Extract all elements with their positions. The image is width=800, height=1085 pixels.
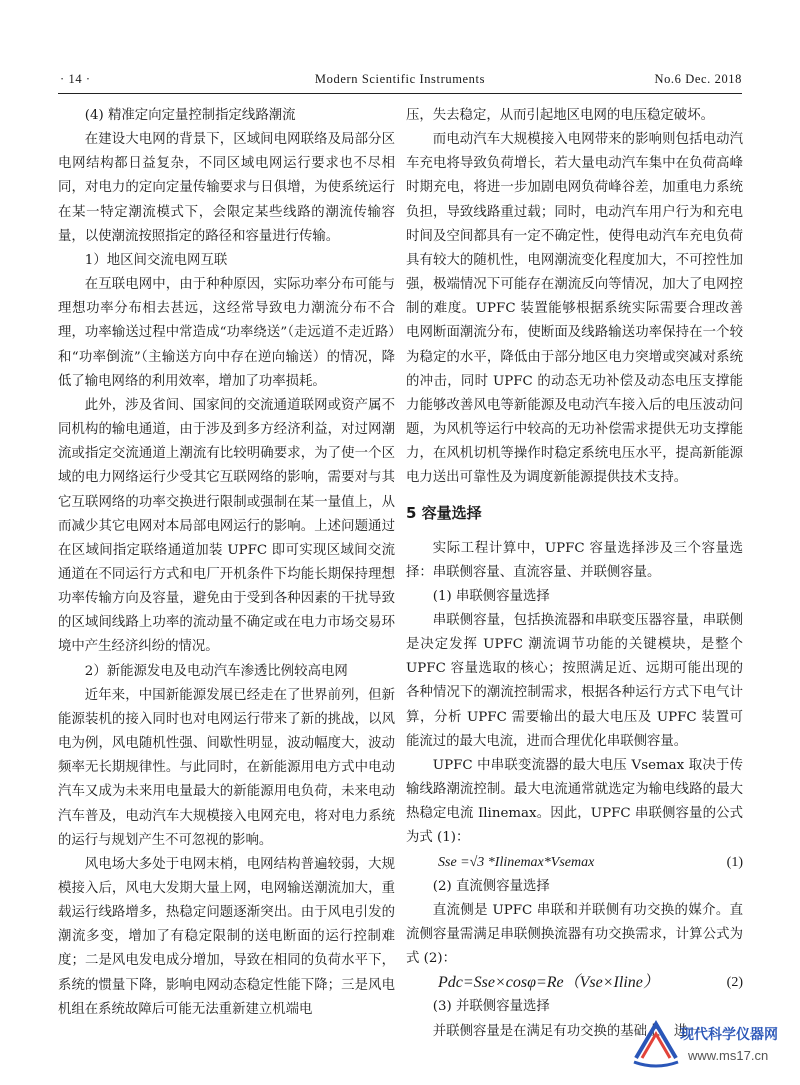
- subsection-heading: 1）地区间交流电网互联: [84, 252, 228, 268]
- equation-1-expression: Sse =√3 *Ilinemax*Vsemax: [438, 854, 595, 870]
- issue-info: No.6 Dec. 2018: [654, 72, 742, 86]
- right-column: [406, 104, 743, 1044]
- paragraph: 直流侧是 UPFC 串联和并联侧有功交换的媒介。直流侧容量需满足串联侧换流器有功交换需求，计算公式为式 (2)：: [406, 902, 743, 967]
- equation-2: [406, 971, 743, 995]
- paragraph: 此外，涉及省间、国家间的交流通道联网或资产属不同机构的输电通道，由于涉及到多方经济利益，对过网潮流或指定交流通道上潮流有比较明确要求，为了使一个区域的电力网络运行少受其它互联网络的影响，需要对与其它互联网络的功率交换进行限制或强制在某一量值上，从而减少其它电网对本局部电网运行的影响。上述问题通过在区域间指定联络通道加装 UPFC 即可实现区域间交流通道在不同运行方式和电厂开机条件下均能长期保持理想功率传输方向及容量，避免由于受到各种因素的干扰导致的区域间线路上功率的流动量不确定或在电力市场交易环境中产生经济纠纷的情况。: [58, 397, 395, 655]
- paragraph: 近年来，中国新能源发展已经走在了世界前列，但新能源装机的接入同时也对电网运行带来了新的挑战，以风电为例，风电随机性强、间歇性明显，波动幅度大，波动频率无长期规律性。与此同时，在新能源用电方式中电动汽车又成为未来用电量最大的新能源用电负荷，未来电动汽车普及，电动汽车大规模接入电网充电，将对电力系统的运行与规划产生不可忽视的影响。: [58, 687, 395, 848]
- watermark-url: www.ms17.cn: [688, 1048, 769, 1063]
- section-title: 5 容量选择: [406, 503, 482, 522]
- equation-1: [406, 851, 743, 875]
- equation-2-expression: Pdc=Sse×cosφ=Re（Vse×Iline）: [438, 974, 659, 992]
- paragraph: UPFC 中串联变流器的最大电压 Vsemax 取决于传输线路潮流控制。最大电流通常就选定为输电线路的最大热稳定电流 Ilinemax。因此，UPFC 串联侧容量的公式为式 (1)：: [406, 757, 743, 846]
- left-column: [58, 104, 395, 1022]
- paragraph: 在互联电网中，由于种种原因，实际功率分布可能与理想功率分布相去甚远，这经常导致电力潮流分布不合理，功率输送过程中常造成“功率绕送”（走远道不走近路）和“功率倒流”（主输送方向中存在逆向输送）的情况，降低了输电网络的利用效率，增加了功率损耗。: [58, 277, 395, 389]
- paragraph: 串联侧容量，包括换流器和串联变压器容量，串联侧是决定发挥 UPFC 潮流调节功能的关键模块，是整个 UPFC 容量选取的核心；按照满足近、远期可能出现的各种情况下的潮流控制需求，根据各种运行方式下电气计算，分析 UPFC 需要输出的最大电压及 UPFC 装置可能流过的最大电流，进而合理优化串联侧容量。: [406, 612, 743, 749]
- watermark-site-name: 现代科学仪器网: [680, 1027, 778, 1043]
- subsection-heading: (2) 直流侧容量选择: [432, 878, 550, 894]
- equation-1-number: (1): [726, 854, 743, 870]
- paragraph: 压，失去稳定，从而引起地区电网的电压稳定破坏。: [406, 108, 714, 123]
- watermark-emblem-icon: [628, 1018, 684, 1074]
- running-header: [58, 72, 742, 90]
- subsection-heading: (1) 串联侧容量选择: [432, 588, 550, 604]
- page-number: · 14 ·: [60, 72, 91, 86]
- watermark-logo: [628, 1016, 788, 1076]
- paragraph: 风电场大多处于电网末梢，电网结构普遍较弱，大规模接入后，风电大发期大量上网，电网输送潮流加大，重载运行线路增多，热稳定问题逐渐突出。由于风电引发的潮流多变，增加了有稳定限制的送电断面的运行控制难度；二是风电发电成分增加，导致在相同的负荷水平下，系统的惯量下降，影响电网动态稳定性能下降；三是风电机组在系统故障后可能无法重新建立机端电: [58, 856, 395, 1017]
- journal-name: Modern Scientific Instruments: [314, 72, 486, 86]
- paragraph: 并联侧容量是在满足有功交换的基础上，进一: [432, 1023, 701, 1039]
- subsection-heading: 2）新能源发电及电动汽车渗透比例较高电网: [84, 663, 348, 679]
- paragraph: 实际工程计算中，UPFC 容量选择涉及三个容量选择：串联侧容量、直流容量、并联侧容量。: [406, 540, 743, 580]
- subsection-heading: (4) 精准定向定量控制指定线路潮流: [84, 108, 296, 123]
- paragraph: 在建设大电网的背景下，区域间电网联络及局部分区电网结构都日益复杂，不同区域电网运行要求也不尽相同，对电力的定向定量传输要求与日俱增，为使系统运行在某一特定潮流模式下，会限定某些线路的潮流传输容量，以使潮流按照指定的路径和容量进行传输。: [58, 132, 395, 244]
- equation-2-number: (2): [726, 975, 743, 991]
- header-rule: [58, 93, 742, 94]
- subsection-heading: (3) 并联侧容量选择: [432, 999, 550, 1015]
- paragraph: 而电动汽车大规模接入电网带来的影响则包括电动汽车充电将导致负荷增长，若大量电动汽车集中在负荷高峰时期充电，将进一步加剧电网负荷峰谷差，加重电力系统负担，导致线路重过载；同时，电动汽车用户行为和充电时间及空间都具有一定不确定性，使得电动汽车充电负荷具有较大的随机性，电网潮流变化程度加大，不可控性加强，极端情况下可能存在潮流反向等情况，加大了电网控制的难度。UPFC 装置能够根据系统实际需要合理改善电网断面潮流分布，使断面及线路输送功率保持在一个较为稳定的水平，降低由于部分地区电力突增或突减对系统的冲击，同时 UPFC 的动态无功补偿及动态电压支撑能力能够改善风电等新能源及电动汽车接入后的电压波动问题，为风机等运行中较高的无功补偿需求提供无功支撑能力，在风机切机等操作时稳定系统电压水平，提高新能源电力送出可靠性及为调度新能源提供技术支持。: [406, 132, 743, 486]
